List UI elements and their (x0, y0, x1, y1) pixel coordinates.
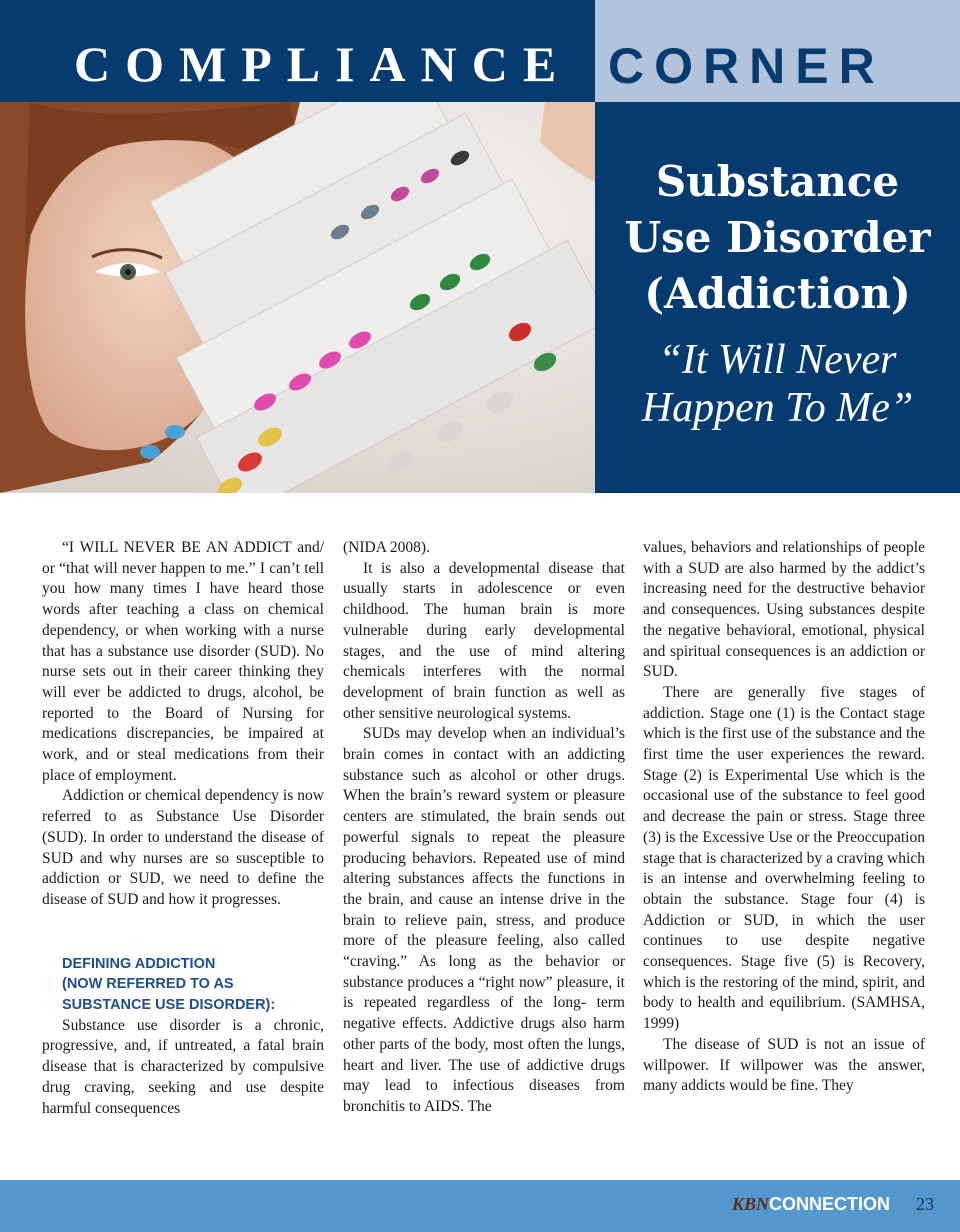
title-panel (595, 102, 960, 493)
paragraph: The disease of SUD is not an issue of willpower. If willpower was the answer, many addicts would be fine. They (643, 1035, 925, 1095)
paragraph: values, behaviors and relationships of people with a SUD are also harmed by the addict’s increasing need for the destructive behavior and consequences. Using substances despite the negative behavioral, emotional, physical and spiritual consequences is an addiction or SUD. (643, 539, 925, 681)
banner-compliance: COMPLIANCE (74, 36, 572, 92)
paragraph: (NIDA 2008). (343, 539, 430, 556)
section-heading: DEFINING ADDICTION (NOW REFERRED TO AS SUBSTANCE USE DISORDER): (62, 955, 276, 1014)
logo-kbn: KBN (731, 1194, 769, 1214)
kbn-connection-logo (732, 1192, 890, 1216)
paragraph: “I WILL NEVER BE AN ADDICT and/ or “that will never happen to me.” I can’t tell you how many times I have heard those words after teaching a class on chemical dependency, or when working with a nurse that has a substance use disorder (SUD). No nurse sets out in their career thinking they will ever be addicted to drugs, alcohol, be reported to the Board of Nursing for medications discrepancies, be impaired at work, and or steal medications from their place of employment. (42, 539, 324, 784)
subtitle-line-2: Happen To Me” (641, 385, 914, 431)
paragraph: Substance use disorder is a chronic, progressive, and, if untreated, a fatal brain disease that is characterized by compulsive drug craving, seeking and use despite harmful consequences (42, 1016, 324, 1117)
title-line-3: (Addiction) (644, 269, 911, 318)
article-title (595, 154, 960, 322)
subtitle-line-1: “It Will Never (658, 337, 897, 383)
paragraph: It is also a developmental disease that usually starts in adolescence or even childhood. The human brain is more vulnerable during early developmental stages, and the use of mind altering chemicals interferes with the normal development of brain function as well as other sensitive neurological systems. (343, 559, 625, 722)
paragraph: Addiction or chemical dependency is now referred to as Substance Use Disorder (SUD). In order to understand the disease of SUD and why nurses are so susceptible to addiction or SUD, we need to define the disease of SUD and how it progresses. (42, 787, 324, 908)
title-line-1: Substance (655, 157, 900, 206)
article-subtitle (595, 336, 960, 432)
paragraph: There are generally five stages of addiction. Stage one (1) is the Contact stage which is the first use of the substance and the first time the user experiences the reward. Stage (2) is Experimental Use which is the occasional use of the substance to feel good and decrease the pain or stress. Stage three (3) is the Excessive Use or the Preoccupation stage that is characterized by a craving which is an intense and overwhelming feeling to obtain the substance. Stage four (4) is Addiction or SUD, in which the user continues to use despite negative consequences. Stage five (5) is Recovery, which is the restoring of the mind, spirit, and body to health and equilibrium. (SAMHSA, 1999) (643, 683, 925, 1033)
title-line-2: Use Disorder (624, 213, 931, 262)
paragraph: SUDs may develop when an individual’s brain comes in contact with an addicting substance such as alcohol or other drugs. When the brain’s reward system or pleasure centers are stimulated, the brain sends out powerful signals to repeat the pleasure producing behaviors. Repeated use of mind altering substances affects the functions in the brain, and cause an intense drive in the brain to relieve pain, stress, and produce more of the pleasure feeling, also called “craving.” As long as the behavior or substance produces a “right now” pleasure, it is repeated regardless of the long- term negative effects. Addictive drugs also harm other parts of the body, most often the lungs, heart and liver. The use of addictive drugs may lead to infectious diseases from bronchitis to AIDS. The (343, 725, 625, 1115)
column-3 (643, 538, 925, 1097)
page-footer (0, 1180, 960, 1232)
article-photo (0, 102, 595, 493)
column-2 (343, 538, 625, 1118)
column-1 (42, 538, 324, 1119)
logo-connection: CONNECTION (769, 1194, 890, 1214)
banner-corner: CORNER (608, 38, 885, 94)
page-number: 23 (916, 1194, 934, 1214)
